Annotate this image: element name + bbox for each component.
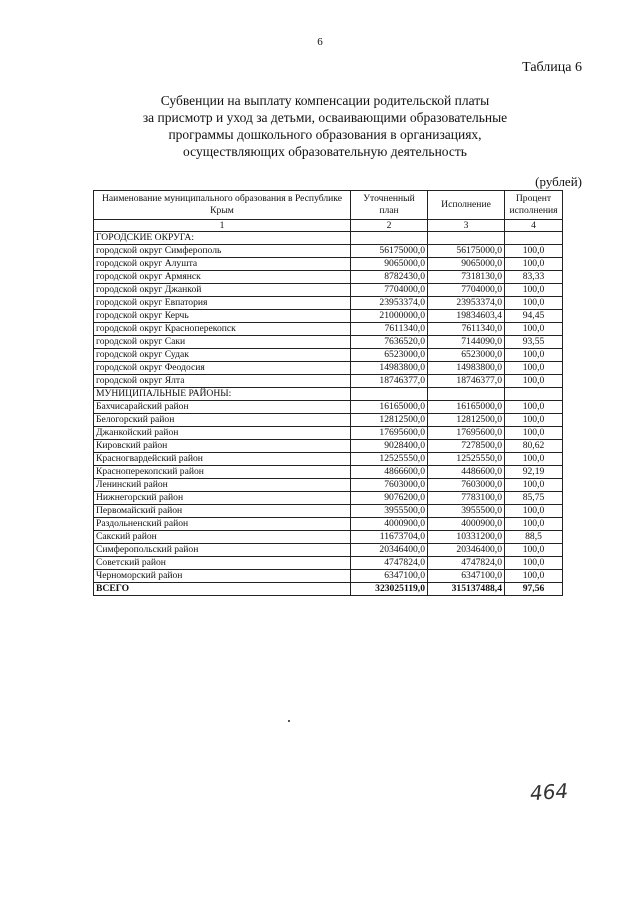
table-row <box>94 518 563 531</box>
table-row <box>94 440 563 453</box>
table-row <box>94 414 563 427</box>
table-row <box>94 349 563 362</box>
cell-pct: 100,0 <box>505 401 563 414</box>
column-index: 2 <box>351 220 428 232</box>
table-row <box>94 453 563 466</box>
cell-pct: 94,45 <box>505 310 563 323</box>
cell-pct: 80,62 <box>505 440 563 453</box>
cell-pct: 83,33 <box>505 271 563 284</box>
cell-name: Симферопольский район <box>94 544 351 557</box>
total-row <box>94 583 563 596</box>
cell-exec: 12525550,0 <box>428 453 505 466</box>
cell-exec: 12812500,0 <box>428 414 505 427</box>
cell-name: Раздольненский район <box>94 518 351 531</box>
cell-exec: 4747824,0 <box>428 557 505 570</box>
cell-exec: 14983800,0 <box>428 362 505 375</box>
cell-pct: 100,0 <box>505 375 563 388</box>
cell-name: городской округ Красноперекопск <box>94 323 351 336</box>
cell-pct: 92,19 <box>505 466 563 479</box>
cell-plan: 4000900,0 <box>351 518 428 531</box>
cell-plan: 4866600,0 <box>351 466 428 479</box>
cell-pct: 88,5 <box>505 531 563 544</box>
cell-pct: 100,0 <box>505 414 563 427</box>
cell-exec: 4000900,0 <box>428 518 505 531</box>
cell-plan: 6523000,0 <box>351 349 428 362</box>
cell-name: городской округ Армянск <box>94 271 351 284</box>
cell-plan: 323025119,0 <box>351 583 428 596</box>
cell-exec: 17695600,0 <box>428 427 505 440</box>
cell-exec: 20346400,0 <box>428 544 505 557</box>
cell-plan: 16165000,0 <box>351 401 428 414</box>
unit-label: (рублей) <box>535 174 582 189</box>
cell-exec: 16165000,0 <box>428 401 505 414</box>
cell-name: Нижнегорский район <box>94 492 351 505</box>
table-row <box>94 427 563 440</box>
table-row <box>94 479 563 492</box>
table-row <box>94 336 563 349</box>
cell-pct: 100,0 <box>505 349 563 362</box>
cell-plan: 14983800,0 <box>351 362 428 375</box>
cell-plan: 7636520,0 <box>351 336 428 349</box>
table-row <box>94 401 563 414</box>
cell-pct: 93,55 <box>505 336 563 349</box>
cell-pct: 100,0 <box>505 258 563 271</box>
cell-plan: 4747824,0 <box>351 557 428 570</box>
table-row <box>94 492 563 505</box>
cell-plan: 7704000,0 <box>351 284 428 297</box>
cell-pct: 85,75 <box>505 492 563 505</box>
cell-name: Бахчисарайский район <box>94 401 351 414</box>
cell-exec: 6523000,0 <box>428 349 505 362</box>
handwritten-note: 464 <box>529 778 569 806</box>
cell-plan: 18746377,0 <box>351 375 428 388</box>
cell-exec: 7603000,0 <box>428 479 505 492</box>
table-row <box>94 557 563 570</box>
cell-exec: 7318130,0 <box>428 271 505 284</box>
cell-exec: 315137488,4 <box>428 583 505 596</box>
cell-pct: 100,0 <box>505 453 563 466</box>
cell-exec: 9065000,0 <box>428 258 505 271</box>
header-pct: Процент исполнения <box>505 191 563 220</box>
cell-name: ВСЕГО <box>94 583 351 596</box>
cell-plan: 9076200,0 <box>351 492 428 505</box>
title-line: программы дошкольного образования в организациях, <box>168 127 482 142</box>
cell-name: Красноперекопский район <box>94 466 351 479</box>
document-title <box>130 92 520 160</box>
section-row-urban <box>94 232 563 245</box>
cell-exec: 18746377,0 <box>428 375 505 388</box>
table-row <box>94 310 563 323</box>
subsidy-table <box>93 190 563 596</box>
column-index: 3 <box>428 220 505 232</box>
table-row <box>94 466 563 479</box>
cell-pct: 100,0 <box>505 557 563 570</box>
cell-pct: 100,0 <box>505 518 563 531</box>
table-row <box>94 544 563 557</box>
cell-pct: 100,0 <box>505 544 563 557</box>
cell-exec: 23953374,0 <box>428 297 505 310</box>
table-row <box>94 375 563 388</box>
cell-name: Черноморский район <box>94 570 351 583</box>
cell-name: городской округ Саки <box>94 336 351 349</box>
section-label: МУНИЦИПАЛЬНЫЕ РАЙОНЫ: <box>94 388 351 401</box>
cell-pct: 100,0 <box>505 479 563 492</box>
scan-speck <box>288 720 290 722</box>
cell-plan: 12812500,0 <box>351 414 428 427</box>
cell-name: Джанкойский район <box>94 427 351 440</box>
cell-name: городской округ Симферополь <box>94 245 351 258</box>
table-row <box>94 362 563 375</box>
cell-exec: 3955500,0 <box>428 505 505 518</box>
header-exec: Исполнение <box>428 191 505 220</box>
title-line: осуществляющих образовательную деятельность <box>183 144 467 159</box>
cell-name: Кировский район <box>94 440 351 453</box>
cell-plan: 7603000,0 <box>351 479 428 492</box>
cell-name: Ленинский район <box>94 479 351 492</box>
cell-pct: 100,0 <box>505 245 563 258</box>
cell-pct: 97,56 <box>505 583 563 596</box>
cell-pct: 100,0 <box>505 362 563 375</box>
section-label: ГОРОДСКИЕ ОКРУГА: <box>94 232 351 245</box>
cell-plan: 8782430,0 <box>351 271 428 284</box>
cell-exec: 7611340,0 <box>428 323 505 336</box>
title-line: за присмотр и уход за детьми, осваивающими образовательные <box>142 110 508 125</box>
page-number: 6 <box>317 36 323 48</box>
cell-plan: 20346400,0 <box>351 544 428 557</box>
cell-plan: 3955500,0 <box>351 505 428 518</box>
cell-exec: 10331200,0 <box>428 531 505 544</box>
cell-plan: 9065000,0 <box>351 258 428 271</box>
cell-plan: 9028400,0 <box>351 440 428 453</box>
header-row <box>94 191 563 220</box>
cell-name: городской округ Евпатория <box>94 297 351 310</box>
column-index: 1 <box>94 220 351 232</box>
section-row-districts <box>94 388 563 401</box>
cell-name: городской округ Феодосия <box>94 362 351 375</box>
cell-name: Белогорский район <box>94 414 351 427</box>
cell-name: городской округ Керчь <box>94 310 351 323</box>
header-plan: Уточненный план <box>351 191 428 220</box>
cell-pct: 100,0 <box>505 297 563 310</box>
cell-name: городской округ Ялта <box>94 375 351 388</box>
table-label: Таблица 6 <box>522 60 582 75</box>
table-row <box>94 245 563 258</box>
cell-pct: 100,0 <box>505 427 563 440</box>
cell-plan: 11673704,0 <box>351 531 428 544</box>
table-row <box>94 297 563 310</box>
table-row <box>94 505 563 518</box>
cell-exec: 4486600,0 <box>428 466 505 479</box>
cell-plan: 17695600,0 <box>351 427 428 440</box>
header-name: Наименование муниципального образования в Республике Крым <box>94 191 351 220</box>
cell-name: городской округ Судак <box>94 349 351 362</box>
table-row <box>94 271 563 284</box>
cell-pct: 100,0 <box>505 323 563 336</box>
cell-name: городской округ Джанкой <box>94 284 351 297</box>
cell-exec: 19834603,4 <box>428 310 505 323</box>
cell-plan: 12525550,0 <box>351 453 428 466</box>
cell-plan: 7611340,0 <box>351 323 428 336</box>
cell-exec: 7783100,0 <box>428 492 505 505</box>
table-row <box>94 531 563 544</box>
cell-exec: 56175000,0 <box>428 245 505 258</box>
cell-plan: 23953374,0 <box>351 297 428 310</box>
cell-exec: 6347100,0 <box>428 570 505 583</box>
cell-plan: 6347100,0 <box>351 570 428 583</box>
cell-pct: 100,0 <box>505 505 563 518</box>
cell-exec: 7278500,0 <box>428 440 505 453</box>
cell-pct: 100,0 <box>505 570 563 583</box>
cell-pct: 100,0 <box>505 284 563 297</box>
cell-exec: 7144090,0 <box>428 336 505 349</box>
cell-exec: 7704000,0 <box>428 284 505 297</box>
cell-name: Первомайский район <box>94 505 351 518</box>
cell-name: городской округ Алушта <box>94 258 351 271</box>
cell-plan: 21000000,0 <box>351 310 428 323</box>
cell-name: Советский район <box>94 557 351 570</box>
cell-name: Сакский район <box>94 531 351 544</box>
column-index: 4 <box>505 220 563 232</box>
cell-name: Красногвардейский район <box>94 453 351 466</box>
column-index-row <box>94 220 563 232</box>
table-row <box>94 570 563 583</box>
cell-plan: 56175000,0 <box>351 245 428 258</box>
table-row <box>94 284 563 297</box>
table-row <box>94 323 563 336</box>
table-row <box>94 258 563 271</box>
title-line: Субвенции на выплату компенсации родительской платы <box>160 93 490 108</box>
